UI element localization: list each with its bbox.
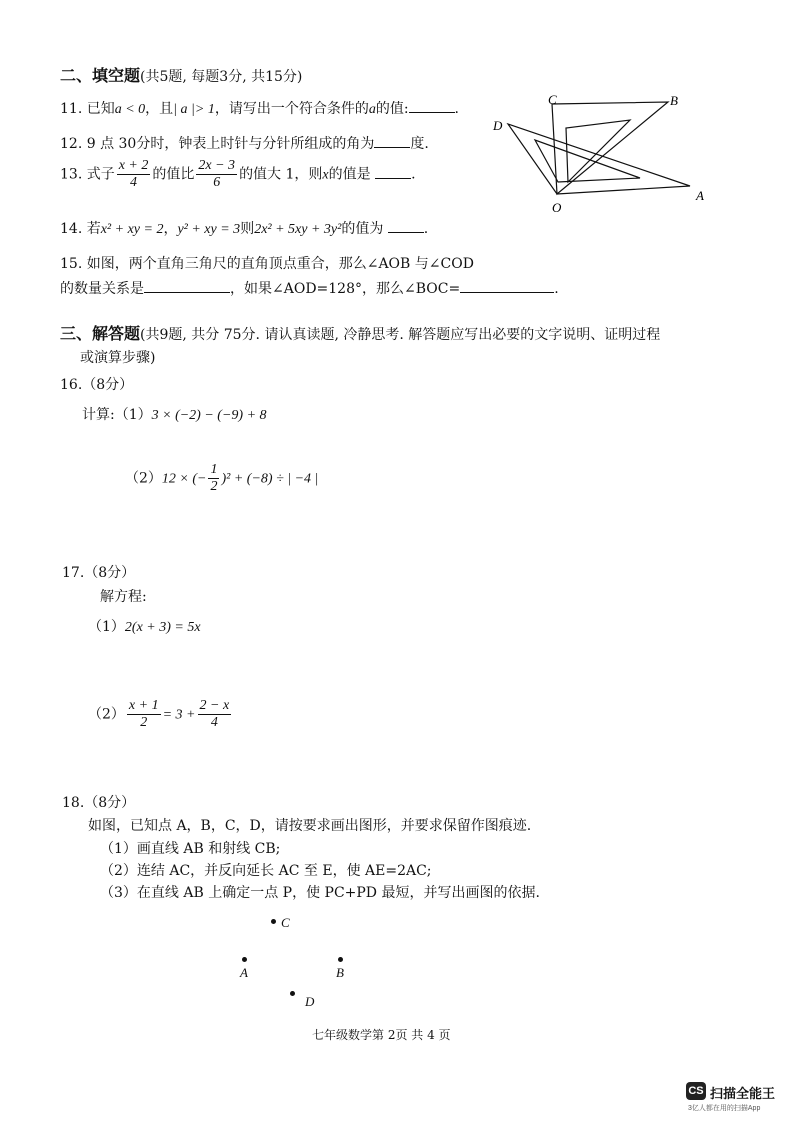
q12-number: 12. (60, 136, 83, 152)
q17-fraction-1-denominator: 2 (140, 715, 148, 730)
point-c-label: C (281, 915, 290, 930)
q11-text: ，且 (145, 101, 174, 117)
q17-subheading: 解方程: (100, 589, 147, 605)
q16-part-2-label: （2） (125, 470, 162, 487)
q16-fraction-numerator: 1 (210, 462, 218, 477)
q13-number: 13. (60, 166, 83, 183)
point-d-label: D (305, 994, 315, 1009)
q12-answer-blank[interactable] (374, 133, 410, 148)
q11-answer-blank[interactable] (409, 98, 455, 113)
q16-calc-label: 计算:（1） (82, 407, 152, 423)
q15-answer-blank-2[interactable] (460, 278, 554, 293)
q17-part-1 (88, 616, 201, 636)
q17-fraction-1 (127, 698, 161, 731)
q13-fraction-1-denominator: 4 (130, 175, 138, 190)
section-3-note: (共9题, 共分 75分. 请认真读题, 冷静思考. 解答题应写出必要的文字说明、证明过程 (140, 327, 661, 343)
q11-period: . (454, 101, 459, 117)
point-a-label: A (240, 965, 248, 980)
q14-text: 的值为 (341, 221, 384, 237)
q17-fraction-1-numerator: x + 1 (128, 698, 159, 713)
q14-number: 14. (60, 221, 83, 237)
question-13 (60, 158, 416, 191)
q17-fraction-2-numerator: 2 − x (199, 698, 230, 713)
point-b-dot (338, 957, 343, 962)
q17-part-2 (88, 698, 233, 731)
question-15-line-2 (60, 278, 559, 298)
q14-text: 若 (86, 221, 101, 237)
q14-period: . (423, 221, 429, 237)
q12-unit: 度. (410, 136, 429, 152)
q13-fraction-1 (117, 158, 151, 191)
q17-heading: 17.（8分） (62, 565, 136, 581)
q13-period: . (411, 166, 416, 183)
label-d: D (493, 118, 503, 133)
point-c-dot (271, 919, 276, 924)
section-3-note-line-2: 或演算步骤) (80, 350, 156, 366)
q14-text: 则 (240, 221, 255, 237)
question-12 (60, 133, 429, 153)
section-3-title: 三、解答题 (60, 324, 141, 343)
point-b-label: B (336, 965, 344, 980)
question-11 (60, 98, 459, 118)
q11-text: 已知 (86, 101, 115, 117)
page-footer: 七年级数学第 2页 共 4 页 (312, 1028, 451, 1042)
section-3-heading (60, 321, 660, 344)
q16-part-1 (82, 404, 267, 424)
q11-number: 11. (60, 101, 83, 117)
q13-answer-blank[interactable] (375, 164, 411, 179)
q15-period: . (554, 281, 559, 297)
q17-part-2-label: （2） (88, 706, 125, 723)
q11-condition-2: | a |> 1 (173, 102, 215, 117)
q13-text: 式子 (86, 166, 115, 183)
q18-heading: 18.（8分） (62, 795, 136, 811)
q15-number: 15. (60, 256, 83, 272)
q15-text: 如图，两个直角三角尺的直角顶点重合，那么∠AOB 与∠COD (86, 256, 474, 272)
q13-fraction-2 (196, 158, 237, 191)
point-d-dot (290, 991, 295, 996)
q13-fraction-2-numerator: 2x − 3 (198, 158, 236, 173)
watermark-name: 扫描全能王 (710, 1086, 776, 1101)
q15-text: 的数量关系是 (60, 281, 144, 297)
triangle-ruler-2-inner (566, 120, 630, 182)
label-o: O (552, 200, 562, 215)
q13-text: 的值大 1，则 (239, 166, 323, 183)
q17-equation-middle: = 3 + (162, 707, 196, 723)
q15-text: ，如果∠AOD=128°，那么∠BOC= (230, 281, 461, 297)
q14-expression: 2x² + 5xy + 3y² (254, 222, 342, 237)
q17-part-1-label: （1） (88, 619, 125, 635)
q11-text: ，请写出一个符合条件的 (214, 101, 369, 117)
triangle-rulers-figure (490, 90, 720, 220)
q18-item-2: （2）连结 AC，并反向延长 AC 至 E，使 AE=2AC; (100, 863, 432, 879)
point-a-dot (242, 957, 247, 962)
section-2-heading (60, 63, 302, 86)
q13-fraction-1-numerator: x + 2 (118, 158, 149, 173)
q14-answer-blank[interactable] (388, 218, 424, 233)
question-15-line-1 (60, 253, 474, 273)
label-b: B (670, 93, 678, 108)
question-14 (60, 218, 428, 238)
q13-text: 的值比 (152, 166, 195, 183)
q17-fraction-2 (198, 698, 232, 731)
q11-condition-1: a < 0 (114, 102, 146, 117)
q18-item-1: （1）画直线 AB 和射线 CB; (100, 841, 281, 857)
watermark-subtitle: 3亿人都在用的扫描App (688, 1105, 761, 1112)
q17-fraction-2-denominator: 4 (210, 715, 218, 730)
q16-heading: 16.（8分） (60, 377, 134, 393)
q16-fraction-denominator: 2 (210, 479, 218, 494)
q18-intro: 如图，已知点 A，B，C，D，请按要求画出图形，并要求保留作图痕迹. (88, 818, 532, 834)
camscanner-logo-icon: CS (686, 1082, 706, 1100)
q16-fraction (208, 462, 219, 495)
q11-text: 的值: (375, 101, 409, 117)
q14-text: ， (163, 221, 178, 237)
q13-variable: x (322, 167, 329, 183)
q16-expression-2b: )² + (−8) ÷ | −4 | (221, 471, 319, 487)
section-2-title: 二、填空题 (60, 66, 141, 85)
q16-part-2 (125, 462, 318, 495)
q12-text: 9 点 30分时，钟表上时针与分针所组成的角为 (86, 136, 375, 152)
label-c: C (548, 92, 557, 107)
triangle-ruler-1-inner (535, 140, 640, 182)
q17-equation-1: 2(x + 3) = 5x (124, 620, 201, 635)
q16-expression-2a: 12 × (− (161, 471, 207, 487)
q15-answer-blank-1[interactable] (144, 278, 230, 293)
q13-fraction-2-denominator: 6 (213, 175, 221, 190)
label-a: A (696, 188, 704, 203)
q18-item-3: （3）在直线 AB 上确定一点 P，使 PC+PD 最短，并写出画图的依据. (100, 885, 540, 901)
q16-expression-1: 3 × (−2) − (−9) + 8 (151, 408, 267, 423)
q14-equation-1: x² + xy = 2 (100, 222, 164, 237)
q11-variable: a (368, 102, 376, 117)
q14-equation-2: y² + xy = 3 (177, 222, 241, 237)
q13-text: 的值是 (328, 166, 371, 183)
section-2-note: (共5题, 每题3分, 共15分) (140, 69, 303, 85)
